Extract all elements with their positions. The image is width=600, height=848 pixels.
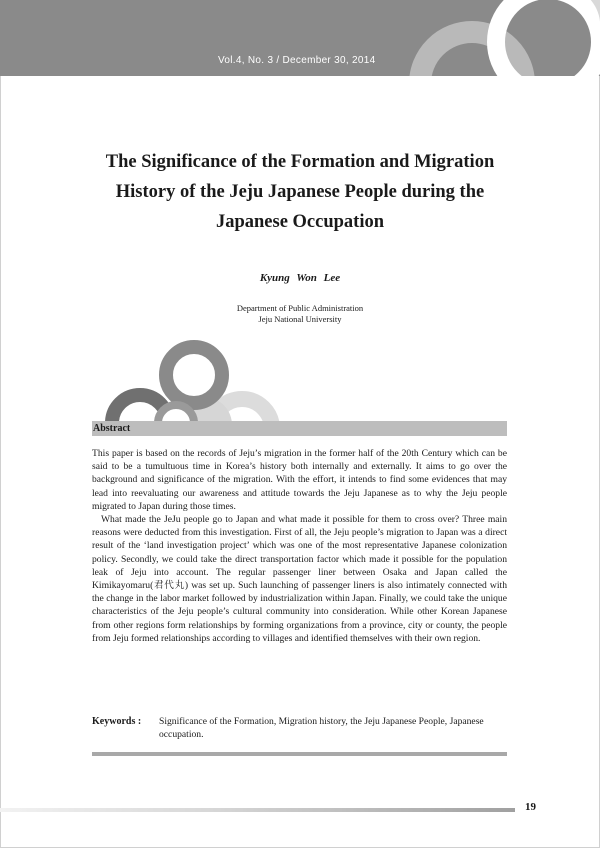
footer-rule — [0, 808, 515, 812]
author-name: Kyung Won Lee — [259, 272, 341, 284]
paper-title-line: The Significance of the Formation and Migration — [105, 152, 495, 172]
author-affiliation — [60, 303, 540, 325]
abstract-circles-decoration — [92, 335, 292, 423]
abstract-heading-bar — [92, 421, 507, 436]
deco-ring-top — [166, 347, 222, 403]
abstract-paragraph: What made the JeJu people go to Japan and what made it possible for them to cross over? Three main reasons were deducted from this investigation. First of all, the Jeju people’s migration to Japan was a direct result of the ‘land investigation project’ which was one of the most representative Japanese colonization policy. Secondly, we could take the direct transportation factor which made it possible for the population leak of Jeju into account. The regular passenger liner between Osaka and Japan called the Kimikayomaru(君代丸) was set up. Such launching of passenger liners is also intimately connected with the change in the labor market followed by industrialization within Japan. Finally, we could take the unique characteristics of the Jeju people’s cultural community into consideration. While other Korean Japanese from other regions form relationships by forming organizations from a province, city or county, the people from Jeju formed relationships according to villages and identified themselves with their own region. — [92, 514, 507, 644]
abstract-heading: Abstract — [93, 423, 131, 434]
paper-title-line: Japanese Occupation — [215, 212, 385, 232]
affiliation-department: Department of Public Administration — [236, 303, 364, 313]
page-number: 19 — [525, 801, 536, 813]
abstract-body — [92, 447, 507, 645]
paper-title — [60, 147, 540, 237]
abstract-paragraph: This paper is based on the records of Jeju’s migration in the former half of the 20th Century which can be said to be a tumultuous time in Korea’s history both internally and externally. It aims to go over the background and significance of the migration. With the effort, it intends to find some evidences that may lead into reevaluating our awareness and attitude towards the Jeju Japanese as to why the Jeju people migrated to Japan during those times. — [92, 448, 507, 512]
journal-volume-info: Vol.4, No. 3 / December 30, 2014 — [218, 55, 376, 66]
affiliation-university: Jeju National University — [258, 314, 342, 324]
keywords-text: Significance of the Formation, Migration history, the Jeju Japanese People, Japanese occupation. — [159, 716, 484, 741]
keywords-label: Keywords : — [92, 716, 142, 727]
paper-title-line: History of the Jeju Japanese People during the — [115, 182, 485, 202]
keywords-divider — [92, 752, 507, 756]
journal-header-band — [0, 0, 600, 76]
